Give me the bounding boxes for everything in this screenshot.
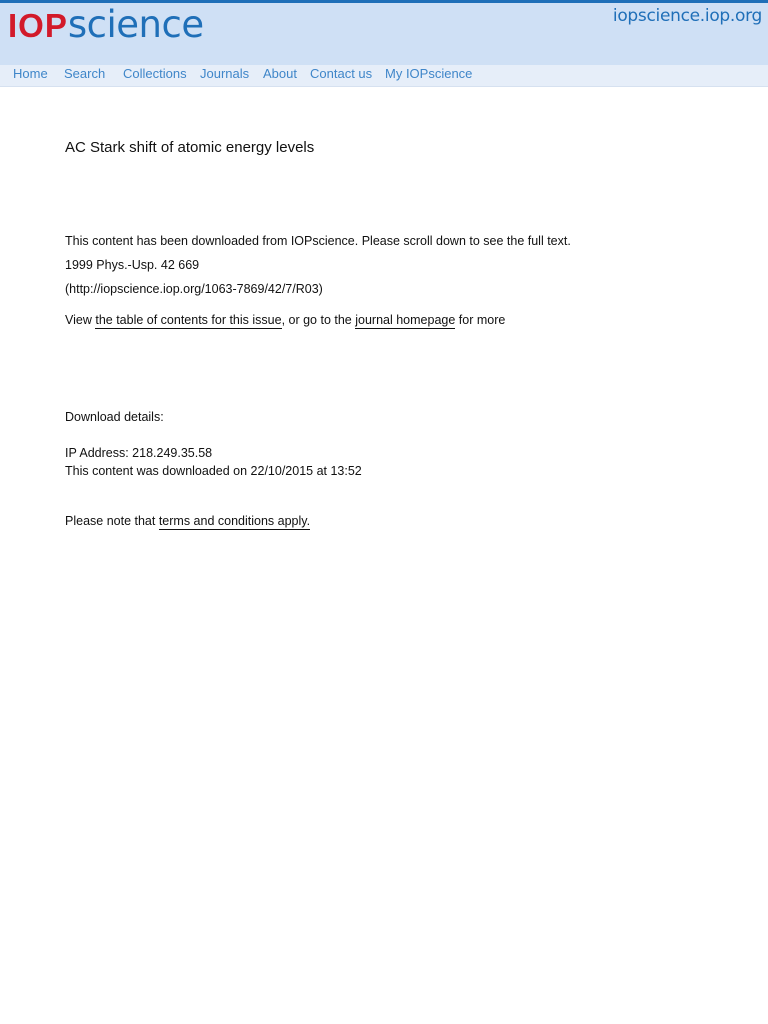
logo-science-text: science — [67, 3, 204, 46]
nav-collections-link[interactable]: Collections — [123, 66, 187, 81]
nav-about-link[interactable]: About — [263, 66, 297, 81]
view-links-line — [65, 313, 505, 327]
nav-home-link[interactable]: Home — [13, 66, 48, 81]
article-url: (http://iopscience.iop.org/1063-7869/42/7/R03) — [65, 282, 323, 296]
nav-my-iopscience-link[interactable]: My IOPscience — [385, 66, 473, 81]
view-suffix-text: for more — [455, 313, 506, 327]
nav-journals-link[interactable]: Journals — [200, 66, 250, 81]
table-of-contents-link[interactable]: the table of contents for this issue — [95, 313, 282, 327]
view-prefix-text: View — [65, 313, 96, 327]
site-url-link[interactable]: iopscience.iop.org — [612, 6, 762, 26]
view-middle-text: , or go to the — [281, 313, 356, 327]
site-header — [0, 0, 768, 65]
terms-line — [65, 514, 310, 528]
download-notice: This content has been downloaded from IOPscience. Please scroll down to see the full text. — [65, 234, 571, 248]
nav-search-link[interactable]: Search — [64, 66, 106, 81]
ip-address: IP Address: 218.249.35.58 — [65, 446, 213, 460]
logo-iop-text: IOP — [8, 7, 68, 44]
article-title: AC Stark shift of atomic energy levels — [65, 139, 315, 156]
download-details-heading: Download details: — [65, 410, 164, 424]
journal-homepage-link[interactable]: journal homepage — [355, 313, 456, 327]
download-timestamp: This content was downloaded on 22/10/2015 at 13:52 — [65, 464, 362, 478]
terms-and-conditions-link[interactable]: terms and conditions apply. — [158, 514, 311, 528]
terms-prefix-text: Please note that — [65, 514, 159, 528]
nav-contact-link[interactable]: Contact us — [310, 66, 373, 81]
citation: 1999 Phys.-Usp. 42 669 — [65, 258, 200, 272]
main-navigation — [0, 65, 768, 87]
iopscience-logo[interactable] — [8, 3, 204, 47]
